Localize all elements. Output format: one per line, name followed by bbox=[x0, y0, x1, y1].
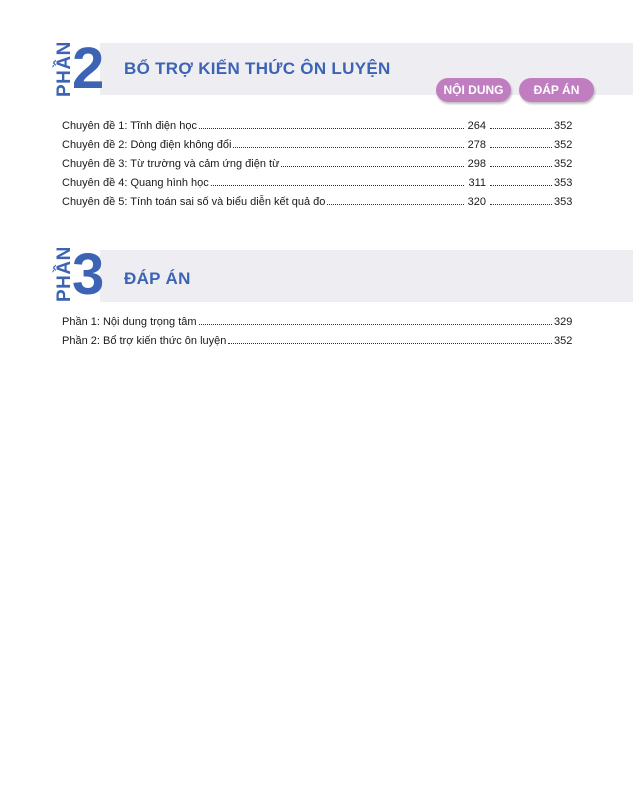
part2-toc bbox=[62, 116, 572, 211]
toc-label: Chuyên đề 4: Quang hình học bbox=[62, 176, 209, 189]
leader-dots bbox=[490, 196, 552, 205]
toc-row[interactable] bbox=[62, 312, 572, 331]
toc-answer-page: 353 bbox=[554, 176, 573, 189]
leader-dots bbox=[490, 139, 552, 148]
leader-dots bbox=[490, 120, 552, 129]
part2-title: BỔ TRỢ KIẾN THỨC ÔN LUYỆN bbox=[124, 59, 391, 78]
toc-row[interactable] bbox=[62, 154, 572, 173]
leader-dots bbox=[490, 177, 552, 186]
leader-dots bbox=[490, 158, 552, 167]
toc-row[interactable] bbox=[62, 135, 572, 154]
toc-answer-page: 352 bbox=[554, 119, 573, 132]
toc-page: 352 bbox=[554, 334, 573, 347]
col-noi-dung-pill: NỘI DUNG bbox=[436, 78, 511, 102]
leader-dots bbox=[211, 177, 464, 186]
toc-row[interactable] bbox=[62, 116, 572, 135]
toc-row[interactable] bbox=[62, 173, 572, 192]
leader-dots bbox=[199, 120, 464, 129]
toc-label: Chuyên đề 3: Từ trường và cảm ứng điện từ bbox=[62, 157, 280, 170]
toc-label: Phần 1: Nội dung trọng tâm bbox=[62, 315, 197, 328]
leader-dots bbox=[233, 139, 464, 148]
toc-answer-page: 352 bbox=[554, 157, 573, 170]
toc-label: Chuyên đề 1: Tĩnh điện học bbox=[62, 119, 197, 132]
toc-page: 320 bbox=[467, 195, 486, 208]
toc-answer-page: 352 bbox=[554, 138, 573, 151]
toc-label: Chuyên đề 2: Dòng điện không đổi bbox=[62, 138, 232, 151]
toc-row[interactable] bbox=[62, 331, 572, 350]
toc-page: 264 bbox=[467, 119, 486, 132]
toc-label: Chuyên đề 5: Tính toán sai số và biểu diễn kết quả đo bbox=[62, 195, 326, 208]
leader-dots bbox=[199, 316, 552, 325]
toc-page: 329 bbox=[554, 315, 573, 328]
toc-page: 278 bbox=[467, 138, 486, 151]
part3-toc bbox=[62, 312, 572, 350]
toc-label: Phần 2: Bổ trợ kiến thức ôn luyện bbox=[62, 334, 227, 347]
toc-answer-page: 353 bbox=[554, 195, 573, 208]
toc-page: 298 bbox=[467, 157, 486, 170]
leader-dots bbox=[228, 335, 552, 344]
part2-number: 2 bbox=[72, 36, 105, 101]
part3-number: 3 bbox=[72, 242, 105, 307]
toc-page: 311 bbox=[468, 176, 486, 189]
part3-phan-label: PHẦN bbox=[54, 246, 75, 302]
part2-phan-label: PHẦN bbox=[54, 41, 75, 97]
part3-title: ĐÁP ÁN bbox=[124, 269, 191, 288]
toc-row[interactable] bbox=[62, 192, 572, 211]
col-dap-an-pill: ĐÁP ÁN bbox=[519, 78, 594, 102]
leader-dots bbox=[327, 196, 464, 205]
leader-dots bbox=[281, 158, 464, 167]
